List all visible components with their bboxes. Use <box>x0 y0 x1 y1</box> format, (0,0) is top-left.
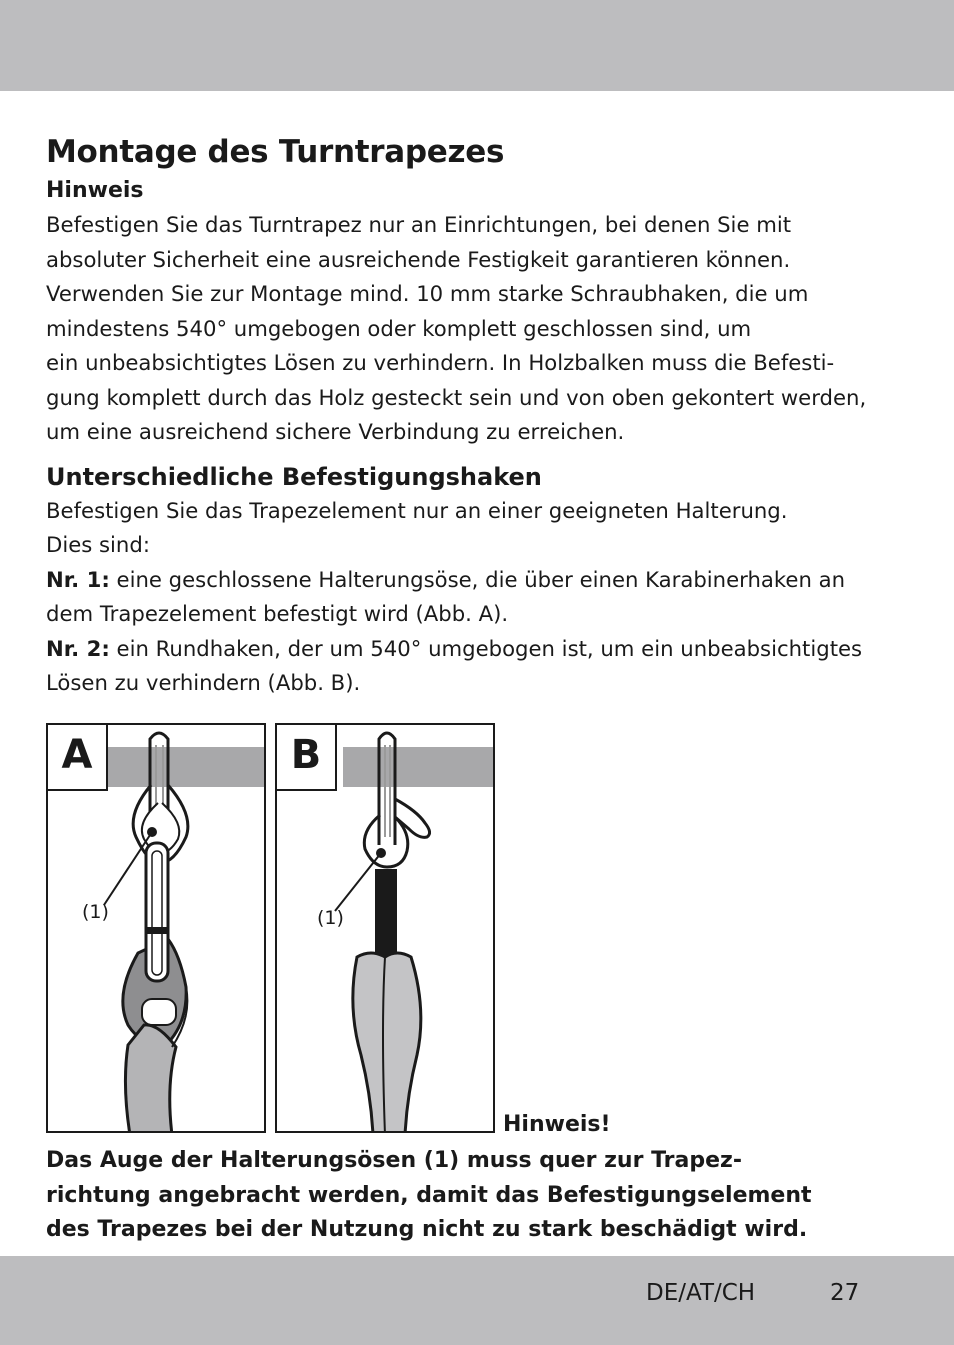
nr1-text: eine geschlossene Halterungsöse, die über einen Karabinerhaken an <box>109 566 846 592</box>
note-line-1: Das Auge der Halterungsösen (1) muss quer zur Trapez- <box>46 1148 742 1173</box>
hinweis-heading: Hinweis <box>46 178 144 203</box>
figure-b <box>275 723 495 1133</box>
figure-b-letter: B <box>277 725 337 791</box>
nr1-label: Nr. 1: <box>46 566 110 592</box>
figures <box>46 723 506 1135</box>
hinweis-line-4: mindestens 540° umgebogen oder komplett geschlossen sind, um <box>46 315 752 341</box>
hinweis-line-5: ein unbeabsichtigtes Lösen zu verhindern. In Holzbalken muss die Befesti- <box>46 350 835 375</box>
note-line-2: richtung angebracht werden, damit das Befestigungselement <box>46 1182 812 1208</box>
figure-a-callout: (1) <box>82 901 109 923</box>
page-title: Montage des Turntrapezes <box>46 134 505 170</box>
hooks-intro-2: Dies sind: <box>46 532 150 557</box>
main-content <box>46 130 916 701</box>
footer-band <box>0 1256 954 1345</box>
nr2-line-1 <box>46 632 916 667</box>
figure-a <box>46 723 266 1133</box>
nr2-label: Nr. 2: <box>46 635 110 661</box>
figure-b-callout: (1) <box>317 907 344 929</box>
nr2-text: ein Rundhaken, der um 540° umgebogen ist, um ein unbeabsichtigtes <box>109 635 863 661</box>
hinweis-line-7: um eine ausreichend sichere Verbindung zu erreichen. <box>46 419 625 444</box>
hinweis-line-2: absoluter Sicherheit eine ausreichende Festigkeit garantieren können. <box>46 246 791 272</box>
nr2-line-2: Lösen zu verhindern (Abb. B). <box>46 670 361 695</box>
page-number: 27 <box>830 1280 860 1306</box>
figure-a-letter: A <box>48 725 108 791</box>
hinweis-line-3: Verwenden Sie zur Montage mind. 10 mm starke Schraubhaken, die um <box>46 281 809 306</box>
hinweis-line-6: gung komplett durch das Holz gesteckt sein und von oben gekontert werden, <box>46 384 867 410</box>
hinweis-line-1: Befestigen Sie das Turntrapez nur an Einrichtungen, bei denen Sie mit <box>46 212 792 237</box>
footer-language: DE/AT/CH <box>646 1280 756 1306</box>
hooks-intro-1: Befestigen Sie das Trapezelement nur an einer geeigneten Halterung. <box>46 497 788 523</box>
note-title: Hinweis! <box>503 1112 611 1137</box>
note-body <box>46 1144 916 1248</box>
note-line-3: des Trapezes bei der Nutzung nicht zu stark beschädigt wird. <box>46 1217 808 1242</box>
header-band <box>0 0 954 91</box>
nr1-line-1 <box>46 563 916 598</box>
hooks-heading: Unterschiedliche Befestigungshaken <box>46 462 542 491</box>
nr1-line-2: dem Trapezelement befestigt wird (Abb. A). <box>46 601 509 626</box>
